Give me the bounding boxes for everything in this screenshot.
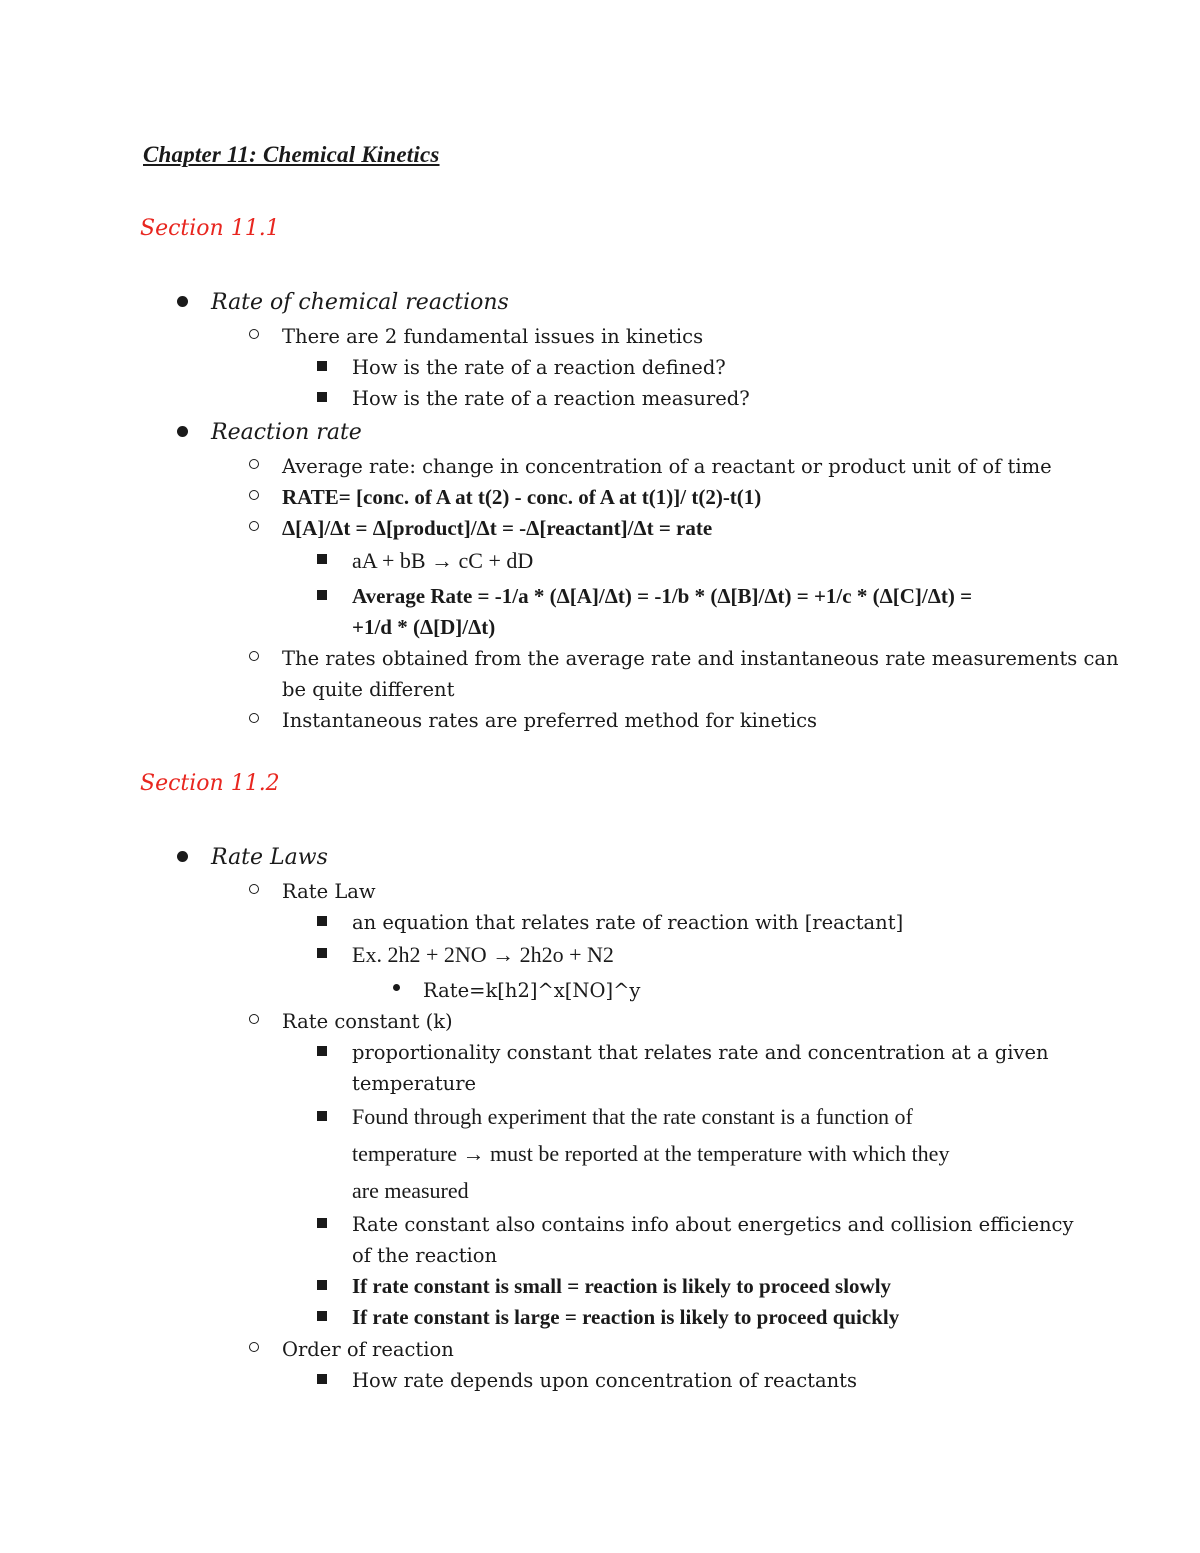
bullet-delta-formula: Δ[A]/Δt = Δ[product]/Δt = -Δ[reactant]/Δt = rate xyxy=(282,513,712,544)
square-bullet-icon xyxy=(317,392,327,402)
square-bullet-icon xyxy=(317,1280,327,1290)
square-bullet-icon xyxy=(317,590,327,600)
bullet-rates-differ: The rates obtained from the average rate and instantaneous rate measurements can be quite different xyxy=(282,643,1119,705)
hollow-bullet-icon xyxy=(249,490,259,500)
filled-bullet-icon xyxy=(177,851,188,862)
bullet-average-rate-formula: Average Rate = -1/a * (Δ[A]/Δt) = -1/b * (Δ[B]/Δt) = +1/c * (Δ[C]/Δt) = +1/d * (Δ[D]/Δt) xyxy=(352,581,972,643)
bullet-energetics: Rate constant also contains info about energetics and collision efficiency of the reaction xyxy=(352,1209,1073,1271)
bullet-proportionality: proportionality constant that relates rate and concentration at a given temperature xyxy=(352,1037,1049,1099)
bullet-instantaneous: Instantaneous rates are preferred method for kinetics xyxy=(282,705,817,736)
square-bullet-icon xyxy=(317,1046,327,1056)
hollow-bullet-icon xyxy=(249,1014,259,1024)
square-bullet-icon xyxy=(317,1218,327,1228)
bullet-equation: aA + bB → cC + dD xyxy=(352,545,533,576)
bullet-rate-laws: Rate Laws xyxy=(211,842,328,873)
hollow-bullet-icon xyxy=(249,651,259,661)
bullet-example-rate: Rate=k[h2]^x[NO]^y xyxy=(423,975,640,1006)
bullet-rate-law-def: an equation that relates rate of reaction with [reactant] xyxy=(352,907,903,938)
bullet-order-def: How rate depends upon concentration of reactants xyxy=(352,1365,857,1396)
bullet-rate-law: Rate Law xyxy=(282,876,376,907)
hollow-bullet-icon xyxy=(249,329,259,339)
hollow-bullet-icon xyxy=(249,459,259,469)
square-bullet-icon xyxy=(317,361,327,371)
square-bullet-icon xyxy=(317,554,327,564)
chapter-title: Chapter 11: Chemical Kinetics xyxy=(143,142,440,167)
square-bullet-icon xyxy=(317,1111,327,1121)
bullet-found-through-experiment: Found through experiment that the rate constant is a function of temperature → must be reported at the temperature with which they are measured xyxy=(352,1098,949,1209)
hollow-bullet-icon xyxy=(249,1342,259,1352)
bullet-rate-formula: RATE= [conc. of A at t(2) - conc. of A at t(1)]/ t(2)-t(1) xyxy=(282,482,761,513)
bullet-rate-of-reactions: Rate of chemical reactions xyxy=(211,287,509,318)
bullet-large-constant: If rate constant is large = reaction is likely to proceed quickly xyxy=(352,1302,899,1333)
square-bullet-icon xyxy=(317,916,327,926)
bullet-two-issues: There are 2 fundamental issues in kinetics xyxy=(282,321,703,352)
bullet-small-constant: If rate constant is small = reaction is likely to proceed slowly xyxy=(352,1271,891,1302)
hollow-bullet-icon xyxy=(249,521,259,531)
square-bullet-icon xyxy=(317,948,327,958)
hollow-bullet-icon xyxy=(249,713,259,723)
square-bullet-icon xyxy=(317,1374,327,1384)
bullet-q-defined: How is the rate of a reaction defined? xyxy=(352,352,726,383)
bullet-q-measured: How is the rate of a reaction measured? xyxy=(352,383,750,414)
bullet-reaction-rate: Reaction rate xyxy=(211,417,362,448)
bullet-order: Order of reaction xyxy=(282,1334,454,1365)
bullet-example: Ex. 2h2 + 2NO → 2h2o + N2 xyxy=(352,939,614,970)
section-heading-11-1: Section 11.1 xyxy=(140,216,280,241)
filled-bullet-icon xyxy=(177,426,188,437)
bullet-average-rate: Average rate: change in concentration of a reactant or product unit of of time xyxy=(282,451,1052,482)
small-bullet-icon xyxy=(393,984,400,991)
bullet-rate-constant: Rate constant (k) xyxy=(282,1006,453,1037)
square-bullet-icon xyxy=(317,1311,327,1321)
section-heading-11-2: Section 11.2 xyxy=(140,771,280,796)
filled-bullet-icon xyxy=(177,296,188,307)
hollow-bullet-icon xyxy=(249,884,259,894)
